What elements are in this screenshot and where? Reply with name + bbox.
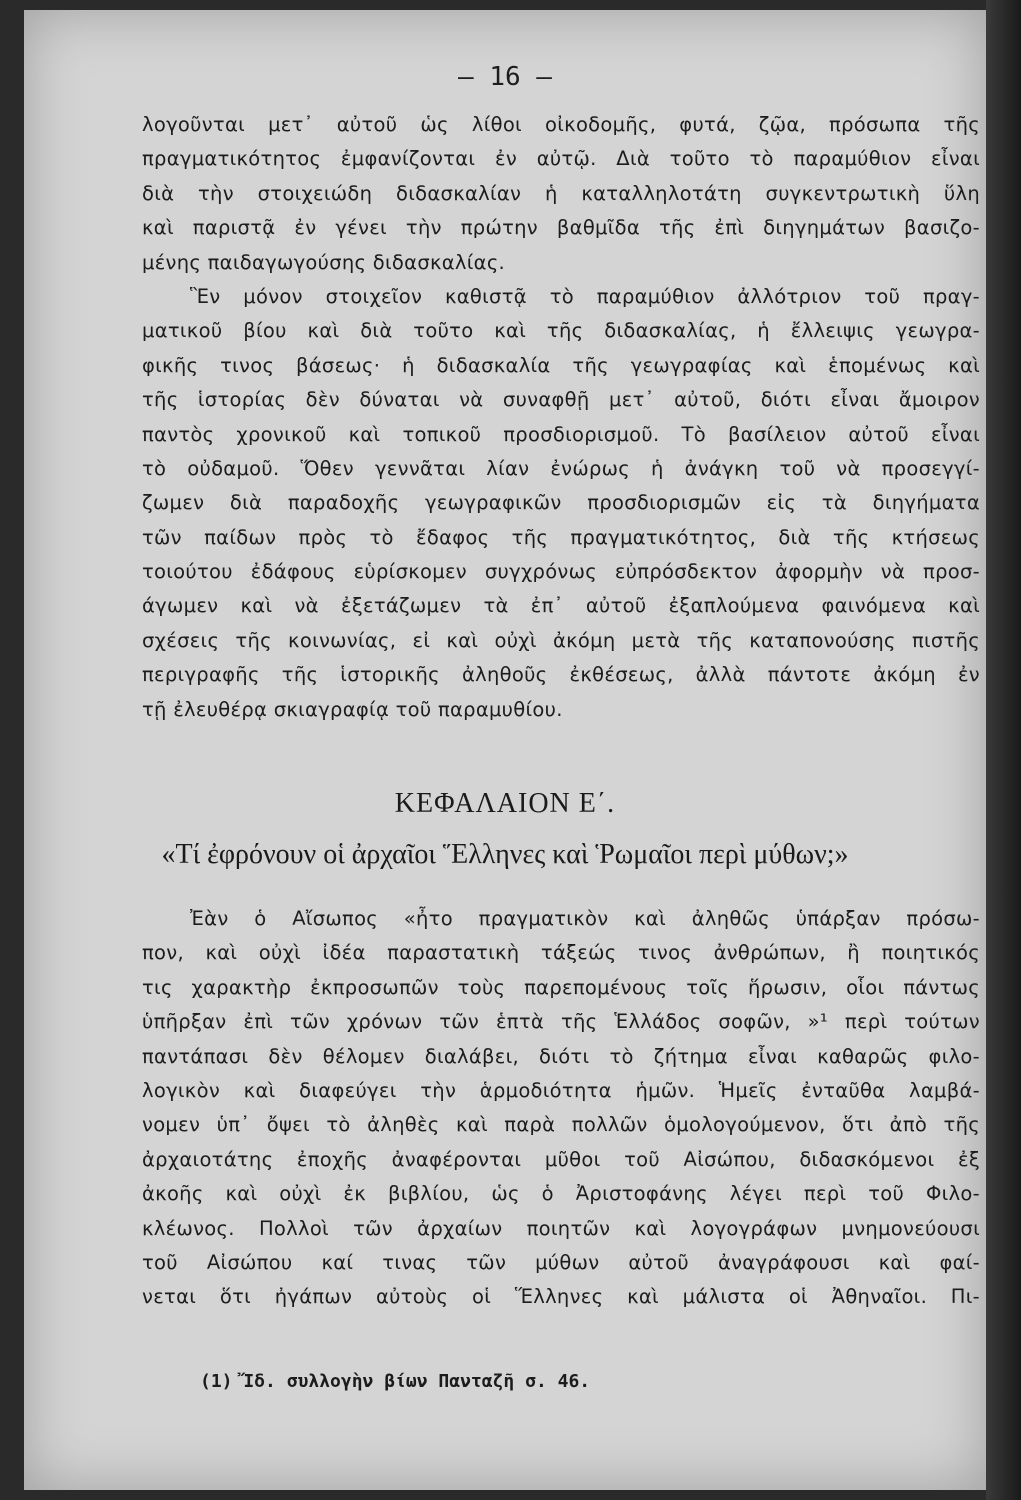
text-line: τὸ οὐδαμοῦ. Ὅθεν γεννᾶται λίαν ἐνώρως ἡ ἀνάγκη τοῦ νὰ προσεγγί- [142,456,980,480]
text-line: φικῆς τινος βάσεως· ἡ διδασκαλία τῆς γεωγραφίας καὶ ἑπομένως καὶ [142,353,980,377]
text-line: λογικὸν καὶ διαφεύγει τὴν ἁρμοδιότητα ἡμῶν. Ἡμεῖς ἐνταῦθα λαμβά- [142,1078,980,1102]
text-line: άγωμεν καὶ νὰ ἐξετάζωμεν τὰ ἐπ᾽ αὐτοῦ ἐξαπλούμενα φαινόμενα καὶ [142,594,980,618]
text-line: τοῦ Αἰσώπου καί τινας τῶν μύθων αὐτοῦ ἀναγράφουσι καὶ φαί- [142,1250,980,1274]
text-line: κλέωνος. Πολλοὶ τῶν ἀρχαίων ποιητῶν καὶ λογογράφων μνημονεύουσι [142,1216,980,1240]
text-line: νομεν ὑπ᾽ ὄψει τὸ ἀληθὲς καὶ παρὰ πολλῶν ὁμολογούμενον, ὅτι ἀπὸ τῆς [142,1113,980,1137]
text-line: τῇ ἐλευθέρᾳ σκιαγραφίᾳ τοῦ παραμυθίου. [142,697,563,721]
text-line: πραγματικότητος ἐμφανίζονται ἐν αὐτῷ. Διὰ τοῦτο τὸ παραμύθιον εἶναι [142,147,980,171]
text-line: ματικοῦ βίου καὶ διὰ τοῦτο καὶ τῆς διδασκαλίας, ἡ ἔλλειψις γεωγρα- [142,319,980,343]
text-line: Ἓν μόνον στοιχεῖον καθιστᾷ τὸ παραμύθιον ἀλλότριον τοῦ πραγ- [190,284,980,308]
text-line: πον, καὶ οὐχὶ ἰδέα παραστατικὴ τάξεώς τινος ἀνθρώπων, ἢ ποιητικός [142,941,980,965]
chapter-title: ΚΕΦΑΛΑΙΟΝ Ε΄. [394,788,616,819]
text-line: διὰ τὴν στοιχειώδη διδασκαλίαν ἡ καταλληλοτάτη συγκεντρωτικὴ ὕλη [142,181,980,205]
book-page [24,10,986,1490]
text-line: τῆς ἱστορίας δὲν δύναται νὰ συναφθῇ μετ᾽ αὐτοῦ, διότι εἶναι ἄμοιρον [142,388,980,412]
text-line: παντάπασι δὲν θέλομεν διαλάβει, διότι τὸ ζήτημα εἶναι καθαρῶς φιλο- [142,1044,980,1068]
text-line: τῶν παίδων πρὸς τὸ ἔδαφος τῆς πραγματικότητος, διὰ τῆς κτήσεως [142,525,980,549]
text-line: μένης παιδαγωγούσης διδασκαλίας. [142,250,506,274]
body-text-bottom [142,902,980,1315]
text-line: ζωμεν διὰ παραδοχῆς γεωγραφικῶν προσδιορισμῶν εἰς τὰ διηγήματα [142,491,980,515]
body-text-top [142,108,980,727]
chapter-subtitle: «Τί ἐφρόνουν οἱ ἀρχαῖοι Ἕλληνες καὶ Ῥωμαῖοι περὶ μύθων;» [161,839,849,870]
book-gutter-edge [986,0,1021,1500]
text-line: νεται ὅτι ἠγάπων αὐτοὺς οἱ Ἕλληνες καὶ μάλιστα οἱ Ἀθηναῖοι. Πι- [142,1285,980,1309]
page-number: — 16 — [458,62,552,92]
text-line: ὑπῆρξαν ἐπὶ τῶν χρόνων τῶν ἑπτὰ τῆς Ἑλλάδος σοφῶν, »¹ περὶ τούτων [142,1010,980,1034]
text-line: ἀρχαιοτάτης ἐποχῆς ἀναφέρονται μῦθοι τοῦ Αἰσώπου, διδασκόμενοι ἐξ [142,1147,980,1171]
footnote: (1) Ἴδ. συλλογὴν βίων Πανταζῆ σ. 46. [200,1371,591,1392]
text-line: τοιούτου ἐδάφους εὑρίσκομεν συγχρόνως εὐπρόσδεκτον ἀφορμὴν νὰ προσ- [142,560,980,584]
text-line: καὶ παριστᾷ ἐν γένει τὴν πρώτην βαθμῖδα τῆς ἐπὶ διηγημάτων βασιζο- [142,216,980,240]
text-line: Ἐὰν ὁ Αἴσωπος «ἦτο πραγματικὸν καὶ ἀληθῶς ὑπάρξαν πρόσω- [190,907,980,930]
text-line: τις χαρακτὴρ ἐκπροσωπῶν τοὺς παρεπομένους τοῖς ἥρωσιν, οἷοι πάντως [142,975,980,999]
text-line: περιγραφῆς τῆς ἱστορικῆς ἀληθοῦς ἐκθέσεως, ἀλλὰ πάντοτε ἀκόμη ἐν [142,663,980,687]
text-line: σχέσεις τῆς κοινωνίας, εἰ καὶ οὐχὶ ἀκόμη μετὰ τῆς καταπονούσης πιστῆς [142,628,980,652]
text-line: παντὸς χρονικοῦ καὶ τοπικοῦ προσδιορισμοῦ. Τὸ βασίλειον αὐτοῦ εἶναι [142,422,980,446]
text-line: ἀκοῆς καὶ οὐχὶ ἐκ βιβλίου, ὡς ὁ Ἀριστοφάνης λέγει περὶ τοῦ Φιλο- [142,1182,980,1206]
text-line: λογοῦνται μετ᾽ αὐτοῦ ὡς λίθοι οἰκοδομῆς, φυτά, ζῷα, πρόσωπα τῆς [142,113,980,136]
